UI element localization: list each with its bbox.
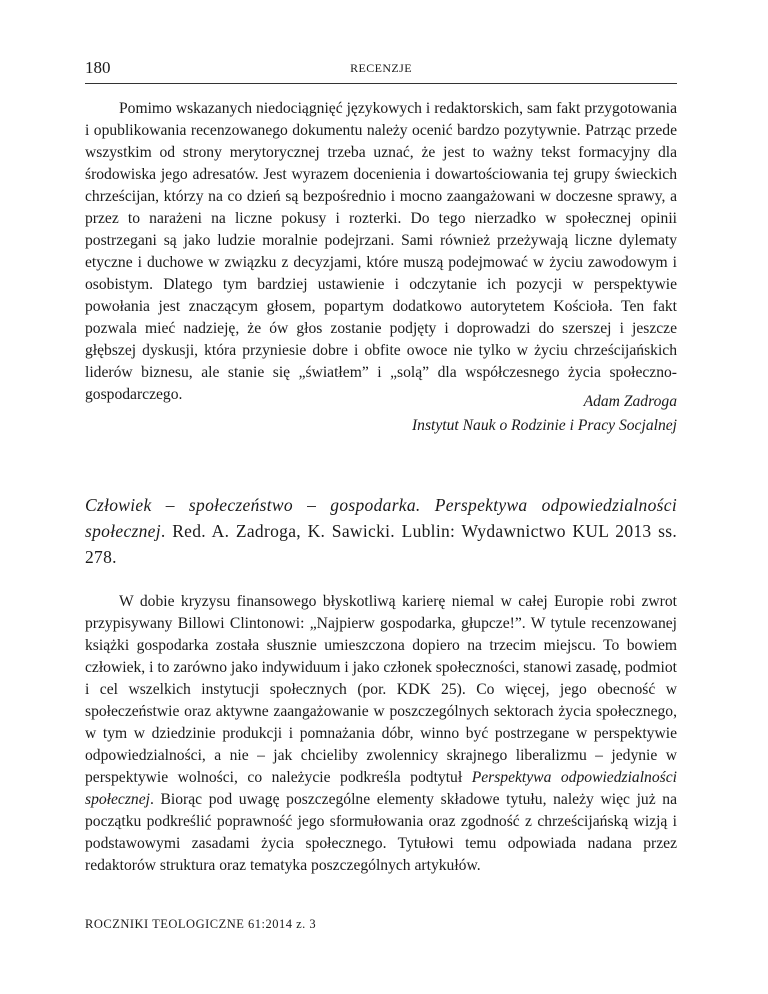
book-details: . Red. A. Zadroga, K. Sawicki. Lublin: Wydawnictwo KUL 2013 ss. 278. (85, 521, 677, 567)
book-subtitle: Perspektywa odpowiedzialności społecznej (85, 769, 677, 808)
review-paragraph-2 (85, 591, 677, 877)
journal-footer: ROCZNIKI TEOLOGICZNE 61:2014 z. 3 (85, 917, 317, 931)
author-affiliation: Instytut Nauk o Rodzinie i Pracy Socjalnej (411, 417, 677, 434)
page-number: 180 (85, 58, 111, 77)
paragraph-text-1: W dobie kryzysu finansowego błyskotliwą karierę niemal w całej Europie robi zwrot przypisywany Billowi Clintonowi: „Najpierw gospodarka, głupcze!”. W tytule recenzowanej książki gospodarka została słusznie umieszczona dopiero na trzecim miejscu. To bowiem człowiek, i to zarówno jako indywiduum i jako członek społeczności, stanowi zasadę, podmiot i cel wszelkich instytucji społecznych (por. KDK 25). Co więcej, jego obecność w społeczeństwie oraz aktywne zaangażowanie w poszczególnych sektorach życia społecznego, w tym w dziedzinie produkcji i pomnażania dóbr, winno być postrzegane w perspektywie odpowiedzialności, a nie – jak chcieliby zwolennicy skrajnego liberalizmu – jedynie w perspektywie wolności, co należycie podkreśla podtytuł (85, 593, 677, 786)
paragraph-text-2: . Biorąc pod uwagę poszczególne elementy składowe tytułu, należy więc już na początku podkreślić poprawność jego sformułowania oraz zgodność z chrześcijańską wizją i podstawowymi zasadami życia społecznego. Tytułowi temu odpowiada nadana przez redaktorów struktura oraz tematyka poszczególnych artykułów. (85, 791, 677, 874)
running-head: RECENZJE (350, 61, 412, 75)
review-signature (85, 390, 677, 438)
header-rule (85, 83, 677, 84)
author-name: Adam Zadroga (583, 393, 677, 410)
page-header (85, 58, 677, 78)
book-citation (85, 492, 677, 570)
review-paragraph: Pomimo wskazanych niedociągnięć językowych i redaktorskich, sam fakt przygotowania i opublikowania recenzowanego dokumentu należy ocenić bardzo pozytywnie. Patrząc przede wszystkim od strony merytorycznej trzeba uznać, że jest to ważny tekst formacyjny dla środowiska jego adresatów. Jest wyrazem docenienia i dowartościowania tej grupy świeckich chrześcijan, którzy na co dzień są bezpośrednio i mocno zaangażowani w doczesne sprawy, a przez to narażeni na liczne pokusy i rozterki. Do tego nierzadko w społecznej opinii postrzegani są jako ludzie moralnie podejrzani. Sami również przeżywają liczne dylematy etyczne i duchowe w związku z decyzjami, które muszą podejmować w życiu zawodowym i osobistym. Dlatego tym bardziej ustawienie i odczytanie ich pozycji w perspektywie powołania jest znaczącym głosem, popartym dodatkowo autorytetem Kościoła. Ten fakt pozwala mieć nadzieję, że ów głos zostanie podjęty i doprowadzi do szerszej i jeszcze głębszej dyskusji, która przyniesie dobre i obfite owoce nie tylko w życiu chrześcijańskich liderów biznesu, ale stanie się „światłem” i „solą” dla współczesnego życia społeczno-gospodarczego. (85, 100, 677, 403)
book-title: Człowiek – społeczeństwo – gospodarka. Perspektywa odpowiedzialności społecznej (85, 495, 677, 541)
